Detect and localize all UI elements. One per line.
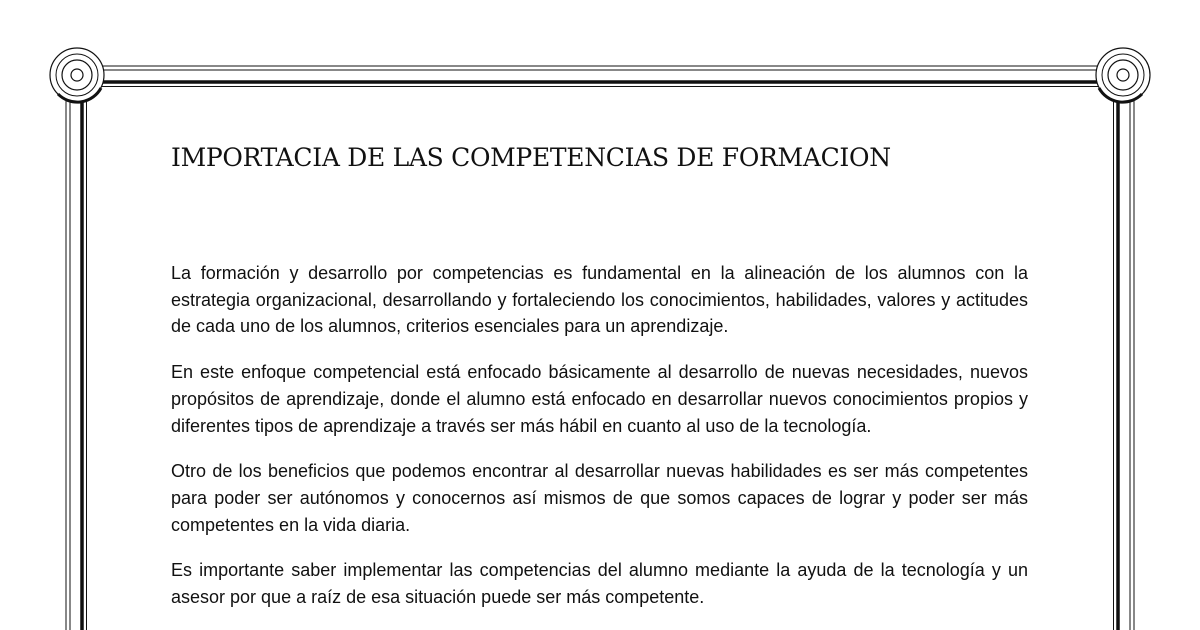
paragraph-2: En este enfoque competencial está enfocado básicamente al desarrollo de nuevas necesidades, nuevos propósitos de aprendizaje, donde el alumno está enfocado en desarrollar nuevos conocimientos propios y diferentes tipos de aprendizaje a través ser más hábil en cuanto al uso de la tecnología. bbox=[171, 362, 1028, 436]
paragraph-4: Es importante saber implementar las competencias del alumno mediante la ayuda de la tecnología y un asesor por que a raíz de esa situación puede ser más competente. bbox=[171, 560, 1028, 608]
document-content bbox=[171, 140, 1028, 630]
document-body bbox=[171, 260, 1028, 611]
corner-ornament-top-left-icon bbox=[50, 48, 104, 102]
paragraph-1: La formación y desarrollo por competencias es fundamental en la alineación de los alumnos con la estrategia organizacional, desarrollando y fortaleciendo los conocimientos, habilidades, valores y actitudes de cada uno de los alumnos, criterios esenciales para un aprendizaje. bbox=[171, 263, 1028, 337]
corner-ornament-top-right-icon bbox=[1096, 48, 1150, 102]
document-title: IMPORTACIA DE LAS COMPETENCIAS DE FORMACION bbox=[171, 143, 891, 172]
paragraph-3: Otro de los beneficios que podemos encontrar al desarrollar nuevas habilidades es ser más competentes para poder ser autónomos y conocernos así mismos de que somos capaces de lograr y poder ser más competentes en la vida diaria. bbox=[171, 461, 1028, 535]
